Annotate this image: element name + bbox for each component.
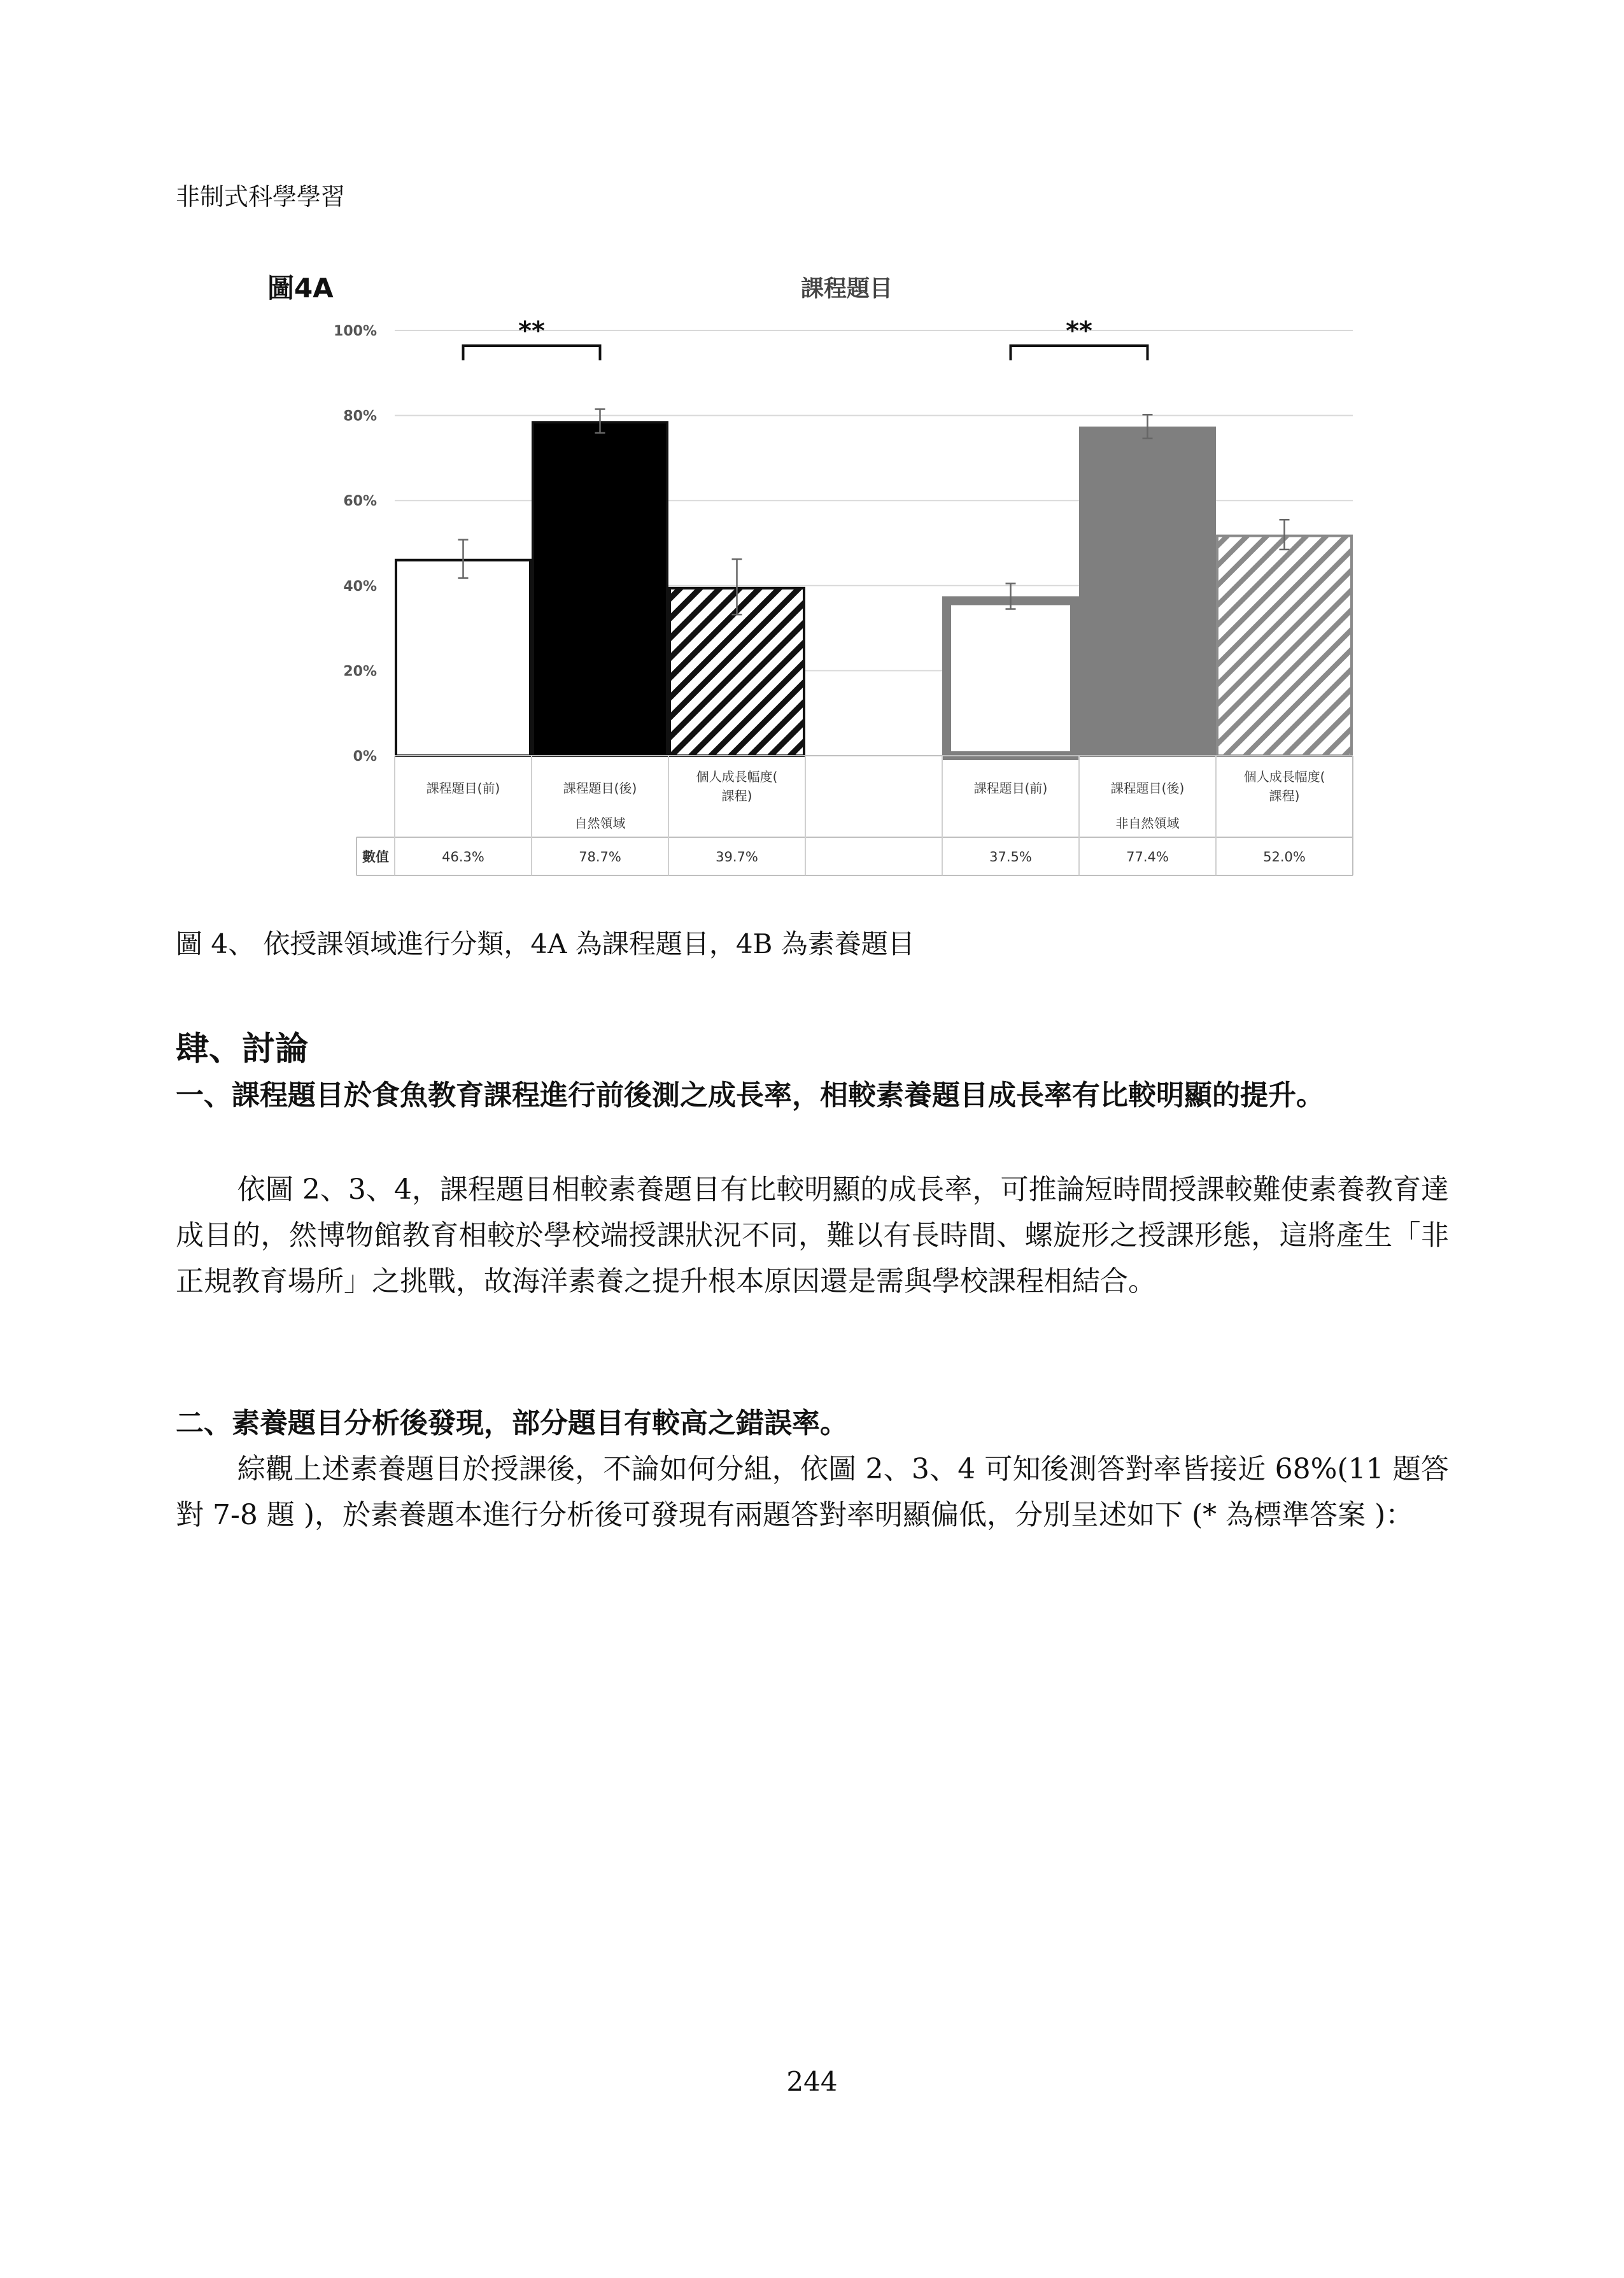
data-table-value: 37.5%	[989, 849, 1032, 865]
section-title: 肆、討論	[176, 1029, 309, 1068]
data-table-value: 52.0%	[1263, 849, 1306, 865]
significance-bracket	[1011, 346, 1148, 360]
significance-bracket	[463, 346, 600, 360]
bar	[396, 560, 530, 756]
bar	[1217, 536, 1352, 756]
data-table-value: 46.3%	[442, 849, 484, 865]
figure-4a-chart	[267, 264, 1388, 901]
y-tick-label: 80%	[343, 408, 377, 425]
page-number: 244	[786, 2066, 838, 2097]
category-label: 課程題目(前)	[973, 781, 1048, 796]
figure-label: 圖4A	[267, 272, 334, 304]
significance-marker: **	[1066, 316, 1092, 346]
discussion-paragraph-2: 綜觀上述素養題目於授課後，不論如何分組，依圖 2、3、4 可知後測答對率皆接近 68%(11 題答對 7-8 題 )，於素養題本進行分析後可發現有兩題答對率明顯偏低，分別呈述如下 (* 為標準答案 )：	[176, 1453, 1449, 1531]
discussion-heading-1: 一、課程題目於食魚教育課程進行前後測之成長率，相較素養題目成長率有比較明顯的提升。	[176, 1079, 1324, 1112]
y-tick-label: 100%	[334, 323, 377, 339]
discussion-heading-2: 二、素養題目分析後發現，部分題目有較高之錯誤率。	[176, 1407, 848, 1440]
bar	[533, 422, 667, 756]
bar	[947, 601, 1075, 756]
group-label: 自然領域	[574, 816, 626, 831]
group-label: 非自然領域	[1115, 816, 1180, 831]
category-label: 課程)	[721, 788, 752, 803]
data-table-value: 77.4%	[1126, 849, 1169, 865]
category-label: 課程題目(後)	[563, 781, 637, 796]
discussion-paragraph-1: 依圖 2、3、4，課程題目相較素養題目有比較明顯的成長率，可推論短時間授課較難使素養教育達成目的，然博物館教育相較於學校端授課狀況不同，難以有長時間、螺旋形之授課形態，這將產生「非正規教育場所」之挑戰，故海洋素養之提升根本原因還是需與學校課程相結合。	[176, 1173, 1449, 1298]
chart-title: 課程題目	[800, 276, 893, 302]
figure-caption: 圖 4、 依授課領域進行分類，4A 為課程題目，4B 為素養題目	[176, 928, 915, 959]
data-table-row-label: 數值	[362, 849, 389, 865]
data-table-value: 78.7%	[579, 849, 621, 865]
category-label: 個人成長幅度(	[1243, 769, 1325, 784]
significance-marker: **	[518, 316, 545, 346]
category-label: 課程題目(前)	[426, 781, 500, 796]
y-tick-label: 20%	[343, 663, 377, 680]
category-label: 課程)	[1269, 788, 1300, 803]
bar	[1080, 428, 1215, 756]
category-label: 個人成長幅度(	[696, 769, 778, 784]
y-tick-label: 40%	[343, 578, 377, 595]
running-header: 非制式科學學習	[176, 183, 346, 211]
y-tick-label: 0%	[353, 749, 377, 765]
y-tick-label: 60%	[343, 493, 377, 510]
category-label: 課程題目(後)	[1110, 781, 1185, 796]
data-table-value: 39.7%	[716, 849, 758, 865]
